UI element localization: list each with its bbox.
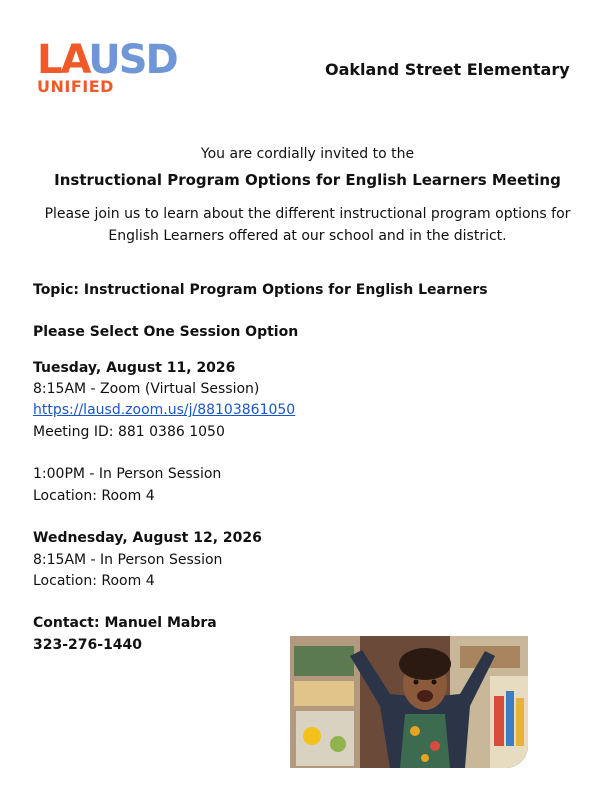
zoom-meeting-id: Meeting ID: 881 0386 1050 [33, 424, 225, 440]
session-2-location: Location: Room 4 [33, 573, 155, 589]
contact-phone: 323-276-1440 [33, 637, 143, 653]
session-1-in-person-time: 1:00PM - In Person Session [33, 466, 222, 482]
logo-unified-text: UNIFIED [37, 77, 114, 96]
school-name: Oakland Street Elementary [325, 60, 570, 79]
logo-la-text: LA [37, 37, 89, 83]
zoom-meeting-link[interactable]: https://lausd.zoom.us/j/88103861050 [33, 402, 296, 418]
logo-usd-text: USD [88, 37, 177, 83]
session-1-date: Tuesday, August 11, 2026 [33, 360, 236, 376]
session-1-location: Location: Room 4 [33, 488, 155, 504]
classroom-photo-illustration [290, 636, 528, 768]
session-2-date: Wednesday, August 12, 2026 [33, 530, 262, 546]
contact-name: Contact: Manuel Mabra [33, 615, 217, 631]
meeting-title: Instructional Program Options for English Learners Meeting [54, 171, 561, 189]
invitation-description: Please join us to learn about the different instructional program options for English Learners offered at our school and in the district. [44, 206, 571, 244]
session-1-zoom-time: 8:15AM - Zoom (Virtual Session) [33, 381, 260, 397]
session-2-in-person-time: 8:15AM - In Person Session [33, 552, 223, 568]
topic-heading: Topic: Instructional Program Options for English Learners [33, 282, 488, 298]
session-select-heading: Please Select One Session Option [33, 324, 299, 340]
lausd-logo [37, 37, 217, 100]
invitation-intro: You are cordially invited to the [200, 146, 415, 162]
child-cheering-photo [290, 636, 528, 768]
